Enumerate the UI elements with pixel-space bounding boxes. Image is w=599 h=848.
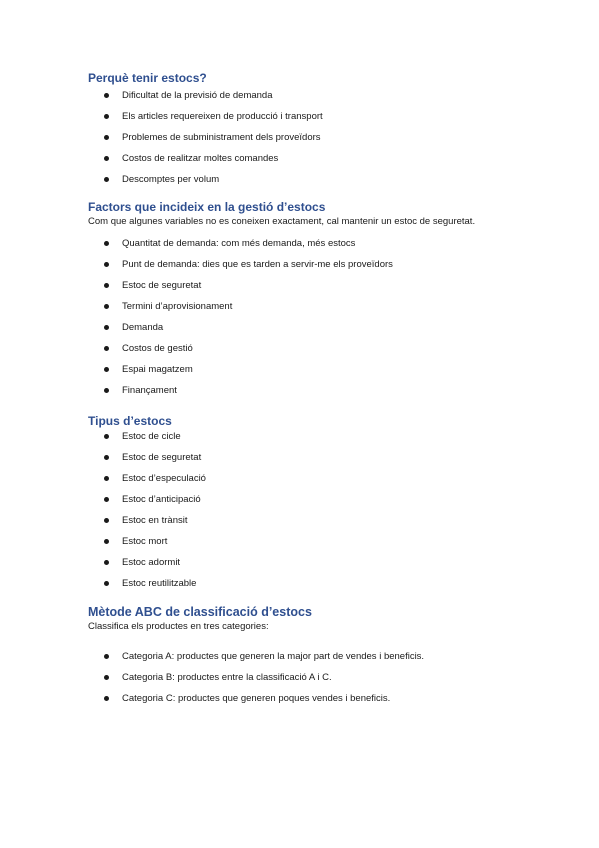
list-item: Estoc de cicle (88, 430, 568, 451)
section-heading: Mètode ABC de classificació d’estocs (88, 605, 312, 619)
list-item: Problemes de subministrament dels proveïdors (88, 131, 568, 152)
bullet-list (88, 650, 568, 713)
bullet-icon (104, 539, 109, 544)
bullet-icon (104, 156, 109, 161)
section-why-stocks (88, 70, 568, 194)
bullet-icon (104, 455, 109, 460)
list-item: Descomptes per volum (88, 173, 568, 194)
list-item: Estoc d’anticipació (88, 493, 568, 514)
bullet-icon (104, 346, 109, 351)
section-stock-types (88, 413, 568, 598)
bullet-icon (104, 434, 109, 439)
bullet-icon (104, 497, 109, 502)
bullet-icon (104, 93, 109, 98)
list-item: Dificultat de la previsió de demanda (88, 89, 568, 110)
list-item: Estoc reutilitzable (88, 577, 568, 598)
list-item: Quantitat de demanda: com més demanda, més estocs (88, 237, 568, 258)
list-item: Estoc d’especulació (88, 472, 568, 493)
section-heading: Perquè tenir estocs? (88, 71, 207, 85)
bullet-icon (104, 241, 109, 246)
list-item: Estoc mort (88, 535, 568, 556)
list-item: Espai magatzem (88, 363, 568, 384)
bullet-icon (104, 304, 109, 309)
section-factors (88, 199, 568, 405)
list-item: Estoc en trànsit (88, 514, 568, 535)
list-item: Categoria B: productes entre la classificació A i C. (88, 671, 568, 692)
bullet-icon (104, 135, 109, 140)
bullet-icon (104, 283, 109, 288)
section-heading: Factors que incideix en la gestió d’estocs (88, 200, 326, 214)
bullet-icon (104, 581, 109, 586)
list-item: Costos de gestió (88, 342, 568, 363)
bullet-icon (104, 675, 109, 680)
bullet-icon (104, 367, 109, 372)
bullet-icon (104, 560, 109, 565)
bullet-icon (104, 177, 109, 182)
section-heading: Tipus d’estocs (88, 414, 172, 428)
section-abc-method (88, 604, 568, 713)
bullet-icon (104, 325, 109, 330)
bullet-list (88, 430, 568, 598)
list-item: Categoria A: productes que generen la major part de vendes i beneficis. (88, 650, 568, 671)
bullet-icon (104, 654, 109, 659)
bullet-list (88, 89, 568, 194)
list-item: Els articles requereixen de producció i transport (88, 110, 568, 131)
list-item: Estoc adormit (88, 556, 568, 577)
list-item: Categoria C: productes que generen poques vendes i beneficis. (88, 692, 568, 713)
list-item: Estoc de seguretat (88, 279, 568, 300)
bullet-icon (104, 696, 109, 701)
bullet-icon (104, 518, 109, 523)
section-intro: Com que algunes variables no es coneixen exactament, cal mantenir un estoc de seguretat. (88, 216, 476, 227)
list-item: Punt de demanda: dies que es tarden a servir-me els proveïdors (88, 258, 568, 279)
bullet-icon (104, 262, 109, 267)
list-item: Costos de realitzar moltes comandes (88, 152, 568, 173)
bullet-icon (104, 388, 109, 393)
list-item: Finançament (88, 384, 568, 405)
list-item: Estoc de seguretat (88, 451, 568, 472)
list-item: Demanda (88, 321, 568, 342)
bullet-list (88, 237, 568, 405)
section-intro: Classifica els productes en tres categories: (88, 621, 269, 632)
list-item: Termini d’aprovisionament (88, 300, 568, 321)
bullet-icon (104, 476, 109, 481)
bullet-icon (104, 114, 109, 119)
